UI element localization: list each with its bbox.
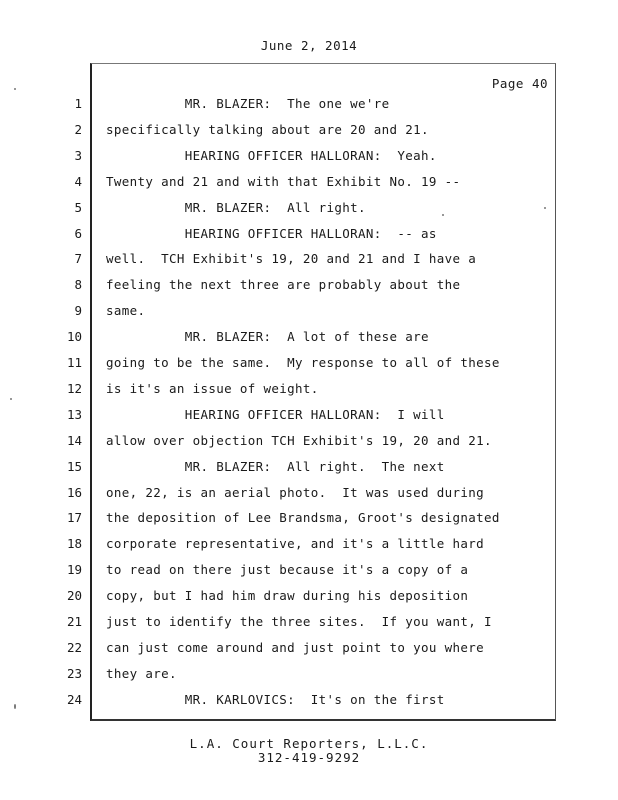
line-number: 8 [74, 277, 82, 292]
line-number: 7 [74, 251, 82, 266]
line-number: 15 [66, 459, 82, 474]
transcript-line: same. [106, 303, 146, 318]
transcript-line: HEARING OFFICER HALLORAN: -- as [106, 226, 437, 241]
scan-speck [14, 704, 16, 709]
line-number: 20 [66, 588, 82, 603]
line-number: 16 [66, 485, 82, 500]
line-number: 23 [66, 666, 82, 681]
line-number: 2 [74, 122, 82, 137]
transcript-line: they are. [106, 666, 177, 681]
transcript-line: Twenty and 21 and with that Exhibit No. 19 -- [106, 174, 461, 189]
transcript-line: MR. BLAZER: All right. The next [106, 459, 445, 474]
transcript-line: can just come around and just point to you where [106, 640, 485, 655]
transcript-line: well. TCH Exhibit's 19, 20 and 21 and I have a [106, 251, 477, 266]
page-date-header: June 2, 2014 [260, 38, 358, 53]
scan-speck [544, 207, 546, 209]
transcript-line: allow over objection TCH Exhibit's 19, 20 and 21. [106, 433, 492, 448]
line-number: 9 [74, 303, 82, 318]
line-number: 5 [74, 200, 82, 215]
transcript-line: MR. BLAZER: A lot of these are [106, 329, 429, 344]
page-number: Page 40 [491, 76, 548, 91]
transcript-line: MR. KARLOVICS: It's on the first [106, 692, 445, 707]
line-number: 17 [66, 510, 82, 525]
transcript-line: HEARING OFFICER HALLORAN: I will [106, 407, 445, 422]
transcript-line: the deposition of Lee Brandsma, Groot's designated [106, 510, 500, 525]
line-number: 1 [74, 96, 82, 111]
transcript-line: corporate representative, and it's a little hard [106, 536, 485, 551]
transcript-line: feeling the next three are probably about the [106, 277, 461, 292]
scan-speck [10, 398, 12, 400]
line-number: 21 [66, 614, 82, 629]
transcript-line: is it's an issue of weight. [106, 381, 319, 396]
transcript-line: going to be the same. My response to all of these [106, 355, 500, 370]
line-number: 18 [66, 536, 82, 551]
line-number: 22 [66, 640, 82, 655]
line-number: 3 [74, 148, 82, 163]
line-number: 10 [66, 329, 82, 344]
transcript-line: to read on there just because it's a copy of a [106, 562, 469, 577]
line-number: 19 [66, 562, 82, 577]
transcript-line: MR. BLAZER: The one we're [106, 96, 390, 111]
transcript-line: just to identify the three sites. If you want, I [106, 614, 492, 629]
footer-company: L.A. Court Reporters, L.L.C. [189, 736, 429, 751]
scan-speck [442, 214, 444, 216]
footer-phone: 312-419-9292 [257, 750, 361, 765]
line-number: 24 [66, 692, 82, 707]
transcript-line: copy, but I had him draw during his deposition [106, 588, 469, 603]
line-number: 14 [66, 433, 82, 448]
line-number: 6 [74, 226, 82, 241]
transcript-line: specifically talking about are 20 and 21. [106, 122, 429, 137]
transcript-line: HEARING OFFICER HALLORAN: Yeah. [106, 148, 437, 163]
transcript-line: MR. BLAZER: All right. [106, 200, 366, 215]
line-number: 4 [74, 174, 82, 189]
transcript-line: one, 22, is an aerial photo. It was used during [106, 485, 485, 500]
line-number: 11 [66, 355, 82, 370]
line-number: 13 [66, 407, 82, 422]
line-number: 12 [66, 381, 82, 396]
scan-speck [14, 88, 16, 90]
